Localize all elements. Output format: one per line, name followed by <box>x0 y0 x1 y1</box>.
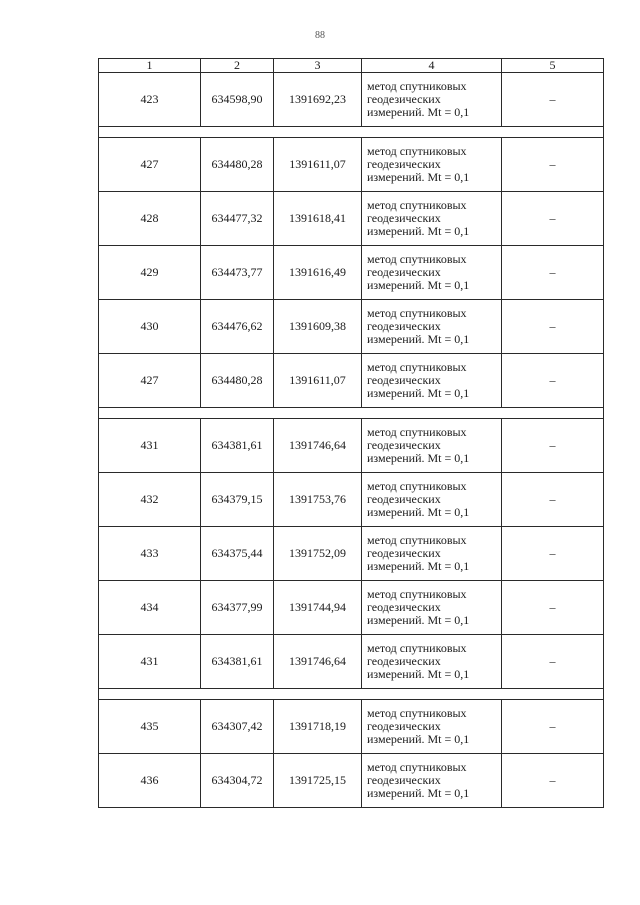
note-dash: – <box>502 635 604 689</box>
coord-y: 1391746,64 <box>274 419 362 473</box>
method-line: геодезических <box>367 373 441 387</box>
page-number: 88 <box>315 30 325 41</box>
coord-y: 1391746,64 <box>274 635 362 689</box>
method-line: метод спутниковых <box>367 641 467 655</box>
coord-y: 1391611,07 <box>274 354 362 408</box>
point-number: 427 <box>99 138 201 192</box>
method-line: метод спутниковых <box>367 360 467 374</box>
note-dash: – <box>502 300 604 354</box>
method-line: метод спутниковых <box>367 306 467 320</box>
method-line: метод спутниковых <box>367 706 467 720</box>
point-row <box>99 354 604 408</box>
note-dash: – <box>502 192 604 246</box>
header-col-3: 3 <box>274 59 362 73</box>
separator-cell <box>99 689 604 700</box>
method-description <box>362 246 502 300</box>
method-line: измерений. Mt = 0,1 <box>367 170 470 184</box>
method-line: метод спутниковых <box>367 533 467 547</box>
point-row <box>99 754 604 808</box>
coord-x: 634480,28 <box>201 354 274 408</box>
header-row <box>99 59 604 73</box>
method-line: метод спутниковых <box>367 479 467 493</box>
point-number: 431 <box>99 419 201 473</box>
point-number: 435 <box>99 700 201 754</box>
method-line: измерений. Mt = 0,1 <box>367 559 470 573</box>
method-description <box>362 300 502 354</box>
note-dash: – <box>502 138 604 192</box>
method-description <box>362 73 502 127</box>
separator-cell <box>99 408 604 419</box>
point-row <box>99 73 604 127</box>
method-line: геодезических <box>367 719 441 733</box>
method-line: метод спутниковых <box>367 144 467 158</box>
method-line: измерений. Mt = 0,1 <box>367 786 470 800</box>
method-description <box>362 700 502 754</box>
method-line: геодезических <box>367 319 441 333</box>
note-dash: – <box>502 527 604 581</box>
point-number: 427 <box>99 354 201 408</box>
method-line: геодезических <box>367 211 441 225</box>
coord-x: 634381,61 <box>201 419 274 473</box>
separator-cell <box>99 127 604 138</box>
method-line: геодезических <box>367 654 441 668</box>
header-col-5: 5 <box>502 59 604 73</box>
method-line: метод спутниковых <box>367 587 467 601</box>
method-line: измерений. Mt = 0,1 <box>367 451 470 465</box>
note-dash: – <box>502 73 604 127</box>
method-line: измерений. Mt = 0,1 <box>367 224 470 238</box>
point-row <box>99 138 604 192</box>
note-dash: – <box>502 246 604 300</box>
coord-y: 1391752,09 <box>274 527 362 581</box>
point-number: 433 <box>99 527 201 581</box>
point-number: 423 <box>99 73 201 127</box>
method-description <box>362 527 502 581</box>
note-dash: – <box>502 700 604 754</box>
coord-x: 634480,28 <box>201 138 274 192</box>
coordinates-table-body <box>99 59 604 808</box>
coord-y: 1391611,07 <box>274 138 362 192</box>
method-description <box>362 754 502 808</box>
method-line: геодезических <box>367 265 441 279</box>
coord-x: 634375,44 <box>201 527 274 581</box>
method-line: метод спутниковых <box>367 760 467 774</box>
method-line: измерений. Mt = 0,1 <box>367 278 470 292</box>
coord-x: 634477,32 <box>201 192 274 246</box>
separator-row <box>99 689 604 700</box>
method-description <box>362 581 502 635</box>
note-dash: – <box>502 581 604 635</box>
method-line: метод спутниковых <box>367 79 467 93</box>
method-line: геодезических <box>367 157 441 171</box>
header-col-1: 1 <box>99 59 201 73</box>
method-description <box>362 473 502 527</box>
method-line: измерений. Mt = 0,1 <box>367 732 470 746</box>
method-line: геодезических <box>367 773 441 787</box>
header-col-2: 2 <box>201 59 274 73</box>
coord-y: 1391725,15 <box>274 754 362 808</box>
method-line: измерений. Mt = 0,1 <box>367 386 470 400</box>
method-description <box>362 419 502 473</box>
method-line: метод спутниковых <box>367 425 467 439</box>
note-dash: – <box>502 473 604 527</box>
coord-x: 634476,62 <box>201 300 274 354</box>
point-number: 428 <box>99 192 201 246</box>
point-row <box>99 473 604 527</box>
method-description <box>362 635 502 689</box>
coord-x: 634377,99 <box>201 581 274 635</box>
method-line: измерений. Mt = 0,1 <box>367 613 470 627</box>
coordinates-table <box>98 58 604 808</box>
note-dash: – <box>502 354 604 408</box>
point-row <box>99 700 604 754</box>
coord-x: 634307,42 <box>201 700 274 754</box>
point-row <box>99 581 604 635</box>
point-row <box>99 300 604 354</box>
method-line: измерений. Mt = 0,1 <box>367 505 470 519</box>
method-line: измерений. Mt = 0,1 <box>367 105 470 119</box>
point-number: 436 <box>99 754 201 808</box>
header-col-4: 4 <box>362 59 502 73</box>
method-line: метод спутниковых <box>367 198 467 212</box>
coord-y: 1391753,76 <box>274 473 362 527</box>
coord-y: 1391609,38 <box>274 300 362 354</box>
coord-y: 1391692,23 <box>274 73 362 127</box>
point-row <box>99 246 604 300</box>
point-row <box>99 635 604 689</box>
method-description <box>362 354 502 408</box>
method-line: геодезических <box>367 492 441 506</box>
method-description <box>362 138 502 192</box>
point-row <box>99 419 604 473</box>
method-line: измерений. Mt = 0,1 <box>367 667 470 681</box>
note-dash: – <box>502 419 604 473</box>
coord-y: 1391616,49 <box>274 246 362 300</box>
separator-row <box>99 408 604 419</box>
method-line: геодезических <box>367 600 441 614</box>
point-number: 431 <box>99 635 201 689</box>
method-description <box>362 192 502 246</box>
separator-row <box>99 127 604 138</box>
coord-x: 634381,61 <box>201 635 274 689</box>
coord-y: 1391744,94 <box>274 581 362 635</box>
coord-x: 634304,72 <box>201 754 274 808</box>
method-line: геодезических <box>367 438 441 452</box>
point-row <box>99 527 604 581</box>
method-line: измерений. Mt = 0,1 <box>367 332 470 346</box>
note-dash: – <box>502 754 604 808</box>
point-number: 434 <box>99 581 201 635</box>
coord-x: 634473,77 <box>201 246 274 300</box>
coord-y: 1391718,19 <box>274 700 362 754</box>
point-number: 430 <box>99 300 201 354</box>
coord-y: 1391618,41 <box>274 192 362 246</box>
coord-x: 634379,15 <box>201 473 274 527</box>
method-line: геодезических <box>367 546 441 560</box>
point-number: 429 <box>99 246 201 300</box>
coord-x: 634598,90 <box>201 73 274 127</box>
point-number: 432 <box>99 473 201 527</box>
method-line: геодезических <box>367 92 441 106</box>
method-line: метод спутниковых <box>367 252 467 266</box>
point-row <box>99 192 604 246</box>
